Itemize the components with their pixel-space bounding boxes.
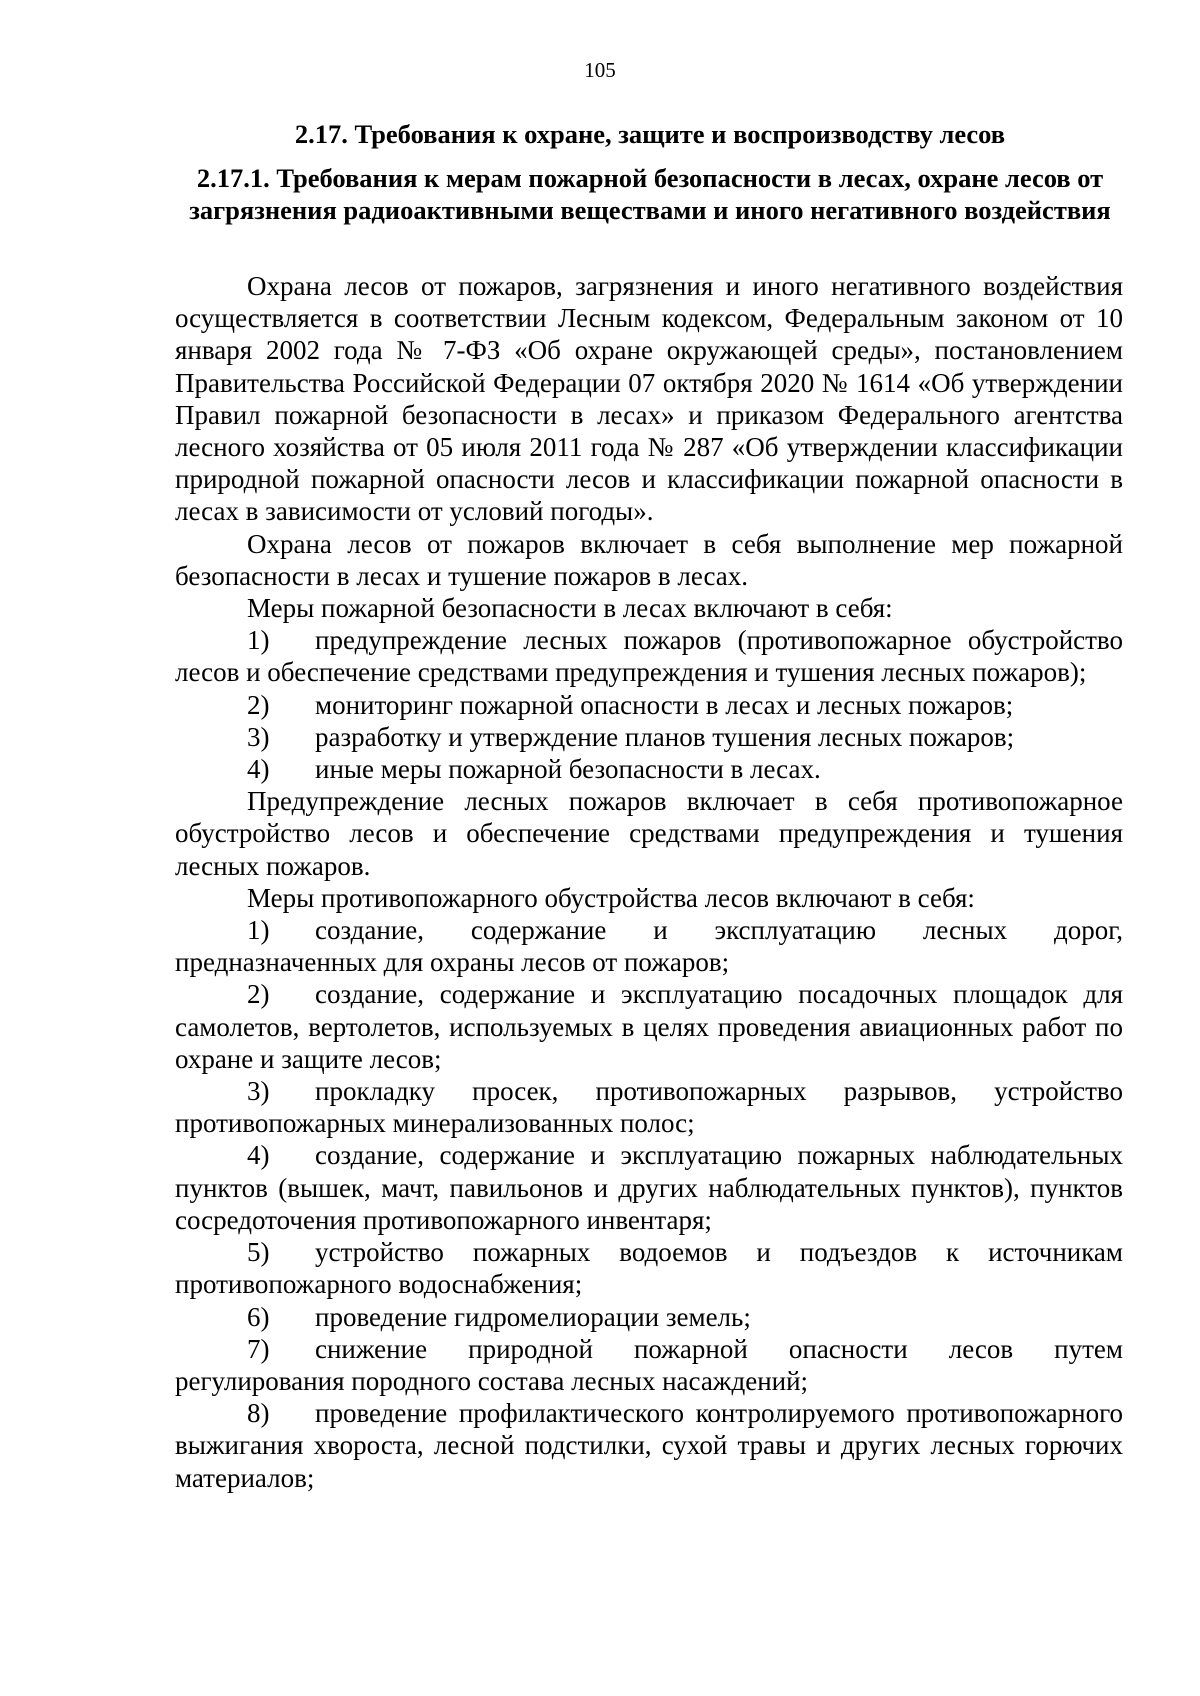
list-item: [175, 753, 1123, 785]
list-item-number: 4): [247, 1140, 270, 1171]
list-item-text: снижение природной пожарной опасности лесов путем регулирования породного состава лесных насаждений;: [175, 1333, 1123, 1396]
list-item-text: проведение гидромелиорации земель;: [315, 1301, 751, 1332]
list-item-text: проведение профилактического контролируемого противопожарного выжигания хвороста, лесной подстилки, сухой травы и других лесных горючих материалов;: [175, 1398, 1123, 1493]
list-item-number: 5): [247, 1237, 270, 1268]
list-item: [175, 624, 1123, 688]
list-item: [175, 914, 1123, 978]
list-item-number: 3): [247, 1076, 270, 1107]
list-item-number: 4): [247, 754, 270, 785]
list-item: [175, 689, 1123, 721]
section-heading: 2.17. Требования к охране, защите и воспроизводству лесов: [294, 119, 1006, 149]
list-item: [175, 1075, 1123, 1139]
page-number: 105: [584, 58, 616, 82]
paragraph-arrangement-intro: Меры противопожарного обустройства лесов включают в себя:: [247, 882, 975, 913]
subsection-heading: 2.17.1. Требования к мерам пожарной безопасности в лесах, охране лесов от загрязнения радиоактивными веществами и иного негативного воздействия: [189, 163, 1111, 225]
list-item: [175, 721, 1123, 753]
list-item: [175, 1139, 1123, 1236]
list-item-number: 1): [247, 915, 270, 946]
list-item-text: устройство пожарных водоемов и подъездов к источникам противопожарного водоснабжения;: [175, 1237, 1123, 1300]
list-item-text: создание, содержание и эксплуатацию пожарных наблюдательных пунктов (вышек, мачт, павильонов и других наблюдательных пунктов), пунктов сосредоточения противопожарного инвентаря;: [175, 1140, 1123, 1235]
paragraph-fire-prevention: Предупреждение лесных пожаров включает в себя противопожарное обустройство лесов и обеспечение средствами предупреждения и тушения лесных пожаров.: [175, 786, 1123, 881]
list-item-text: создание, содержание и эксплуатацию лесных дорог, предназначенных для охраны лесов от пожаров;: [175, 915, 1123, 978]
list-item-text: иные меры пожарной безопасности в лесах.: [315, 754, 821, 785]
list-item-number: 8): [247, 1398, 270, 1429]
list-item-number: 2): [247, 979, 270, 1010]
document-body: [175, 270, 1123, 1494]
list-item: [175, 978, 1123, 1075]
list-item-number: 6): [247, 1301, 270, 1332]
list-item-text: прокладку просек, противопожарных разрывов, устройство противопожарных минерализованных полос;: [175, 1076, 1123, 1139]
list-item-text: предупреждение лесных пожаров (противопожарное обустройство лесов и обеспечение средствами предупреждения и тушения лесных пожаров);: [175, 625, 1123, 688]
list-item: [175, 1301, 1123, 1333]
list-item: [175, 1397, 1123, 1494]
list-item: [175, 1236, 1123, 1300]
list-item-number: 2): [247, 689, 270, 720]
paragraph-fire-protection-basis: Охрана лесов от пожаров, загрязнения и иного негативного воздействия осуществляется в соответствии Лесным кодексом, Федеральным законом от 10 января 2002 года № 7-ФЗ «Об охране окружающей среды», постановлением Правительства Российской Федерации 07 октября 2020 № 1614 «Об утверждении Правил пожарной безопасности в лесах» и приказом Федерального агентства лесного хозяйства от 05 июля 2011 года № 287 «Об утверждении классификации природной пожарной опасности лесов и классификации пожарной опасности в лесах в зависимости от условий погоды».: [175, 271, 1123, 527]
paragraph-fire-protection-scope: Охрана лесов от пожаров включает в себя выполнение мер пожарной безопасности в лесах и тушение пожаров в лесах.: [175, 528, 1123, 591]
list-item-number: 3): [247, 721, 270, 752]
list-item-text: мониторинг пожарной опасности в лесах и лесных пожаров;: [315, 689, 1014, 720]
list-item: [175, 1333, 1123, 1397]
list-item-number: 7): [247, 1333, 270, 1364]
list-item-text: создание, содержание и эксплуатацию посадочных площадок для самолетов, вертолетов, используемых в целях проведения авиационных работ по охране и защите лесов;: [175, 979, 1123, 1074]
list-item-text: разработку и утверждение планов тушения лесных пожаров;: [315, 721, 1015, 752]
paragraph-fire-safety-intro: Меры пожарной безопасности в лесах включают в себя:: [247, 593, 893, 624]
list-item-number: 1): [247, 625, 270, 656]
